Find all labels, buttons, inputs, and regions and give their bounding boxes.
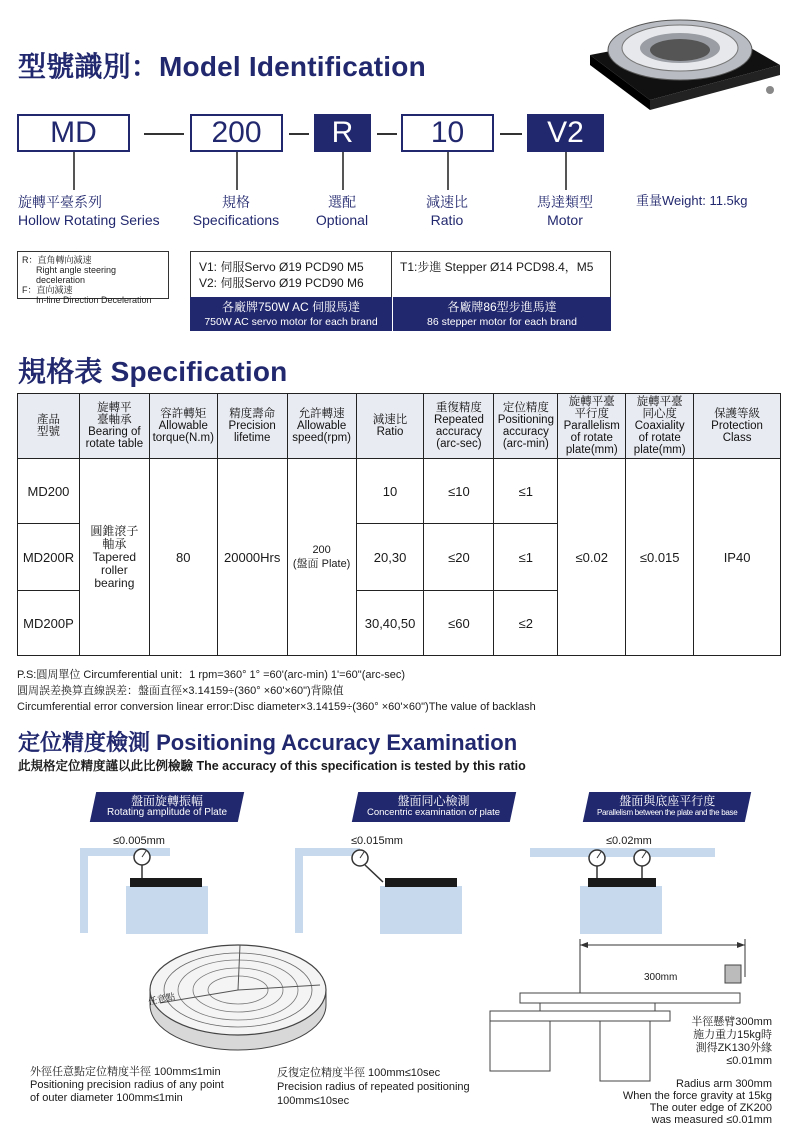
caption-outer: 外徑任意點定位精度半徑 100mm≤1min Positioning precision radius of any point of outer diameter 100mm≤1min [30,1066,224,1104]
label-motor: 馬達類型 Motor [537,194,593,228]
disc-label: 任意點 [147,991,176,1007]
weight-text: 重量Weight: 11.5kg [636,193,748,208]
th-speed: 允許轉速 Allowable speed(rpm) [287,394,356,459]
test-value-concentric: ≤0.015mm [351,835,403,847]
th-torque: 容許轉矩 Allowable torque(N.m) [149,394,217,459]
test-diagrams [0,840,800,940]
caption-repeated: 反復定位精度半徑 100mm≤10sec Precision radius of repeated positioning 100mm≤10sec [277,1067,470,1107]
th-coaxiality: 旋轉平臺 同心度 Coaxiality of rotate plate(mm) [626,394,694,459]
th-model: 產品 型號 [18,394,80,459]
code-option-box: R [314,114,371,152]
code-motor-box: V2 [527,114,604,152]
caption-cantilever-zh: 半徑懸臂300mm 施力重力15kg時 測得ZK130外緣 ≤0.01mm [691,1016,772,1067]
code-series-box: MD [17,114,130,152]
spec-heading: 規格表 Specification [18,356,288,387]
motor-stepper-box: T1:步進 Stepper Ø14 PCD98.4，M5 [392,251,611,297]
motor-servo-box: V1: 伺服Servo Ø19 PCD90 M5 V2: 伺服Servo Ø19 PCD90 M6 [190,251,392,297]
motor-stepper-band: 各廠牌86型步進馬達 86 stepper motor for each brand [393,297,611,331]
label-ratio: 減速比 Ratio [426,194,468,228]
note-unit: P.S:圓周單位 Circumferential unit：1 rpm=360° 1° =60'(arc-min) 1'=60"(arc-sec) [17,669,406,681]
th-repeat: 重復精度 Repeated accuracy (arc-sec) [424,394,494,459]
note-conversion-zh: 圓周誤差換算直線誤差：盤面直徑×3.14159÷(360° ×60'×60")背隙值 [17,685,344,697]
motor-servo-band: 各廠牌750W AC 伺服馬達 750W AC servo motor for each brand [190,297,392,331]
option-legend: R：直角轉向減速 Right angle steering deceleration F：直向減速 In-line Direction Deceleration [17,251,169,299]
exam-heading: 定位精度檢測 Positioning Accuracy Examination [18,730,518,755]
th-protection: 保護等級 Protection Class [694,394,781,459]
table-row: MD200 圓錐滾子 軸承 Tapered roller bearing 80 20000Hrs 200 (盤面 Plate) 10 ≤10 ≤1 ≤0.02 ≤0.015 IP40 [18,459,781,524]
label-option: 選配 Optional [315,194,369,228]
th-bearing: 旋轉平 臺軸承 Bearing of rotate table [79,394,149,459]
model-heading: 型號識別：Model Identification [18,51,426,82]
test-value-amplitude: ≤0.005mm [113,835,165,847]
table-row: MD200P 30,40,50 ≤60 ≤2 [18,591,781,656]
test-ribbon-parallelism: 盤面與底座平行度 Parallelism between the plate and the base [583,792,751,822]
table-row: MD200R 20,30 ≤20 ≤1 [18,524,781,591]
spec-table [17,393,781,656]
code-spec-box: 200 [190,114,283,152]
test-ribbon-concentric: 盤面同心檢測 Concentric examination of plate [352,792,516,822]
th-lifetime: 精度壽命 Precision lifetime [217,394,287,459]
th-position: 定位精度 Positioning accuracy (arc-min) [494,394,558,459]
code-ratio-box: 10 [401,114,494,152]
label-spec: 規格 Specifications [192,194,280,228]
note-conversion-en: Circumferential error conversion linear error:Disc diameter×3.14159÷(360° ×60'×60")The value of backlash [17,701,536,713]
th-parallelism: 旋轉平臺 平行度 Parallelism of rotate plate(mm) [558,394,626,459]
th-ratio: 減速比 Ratio [356,394,424,459]
product-photo [570,10,790,110]
caption-cantilever-en: Radius arm 300mm When the force gravity at 15kg The outer edge of ZK200 was measured ≤0.01mm [622,1078,772,1126]
label-series: 旋轉平臺系列 Hollow Rotating Series [18,194,160,228]
test-value-parallelism: ≤0.02mm [606,835,652,847]
spec-header-row [18,394,781,459]
test-ribbon-amplitude: 盤面旋轉振幅 Rotating amplitude of Plate [90,792,244,822]
dim-label: 300mm [644,972,678,983]
exam-subtitle: 此規格定位精度謹以此比例檢驗 The accuracy of this specification is tested by this ratio [18,759,526,773]
